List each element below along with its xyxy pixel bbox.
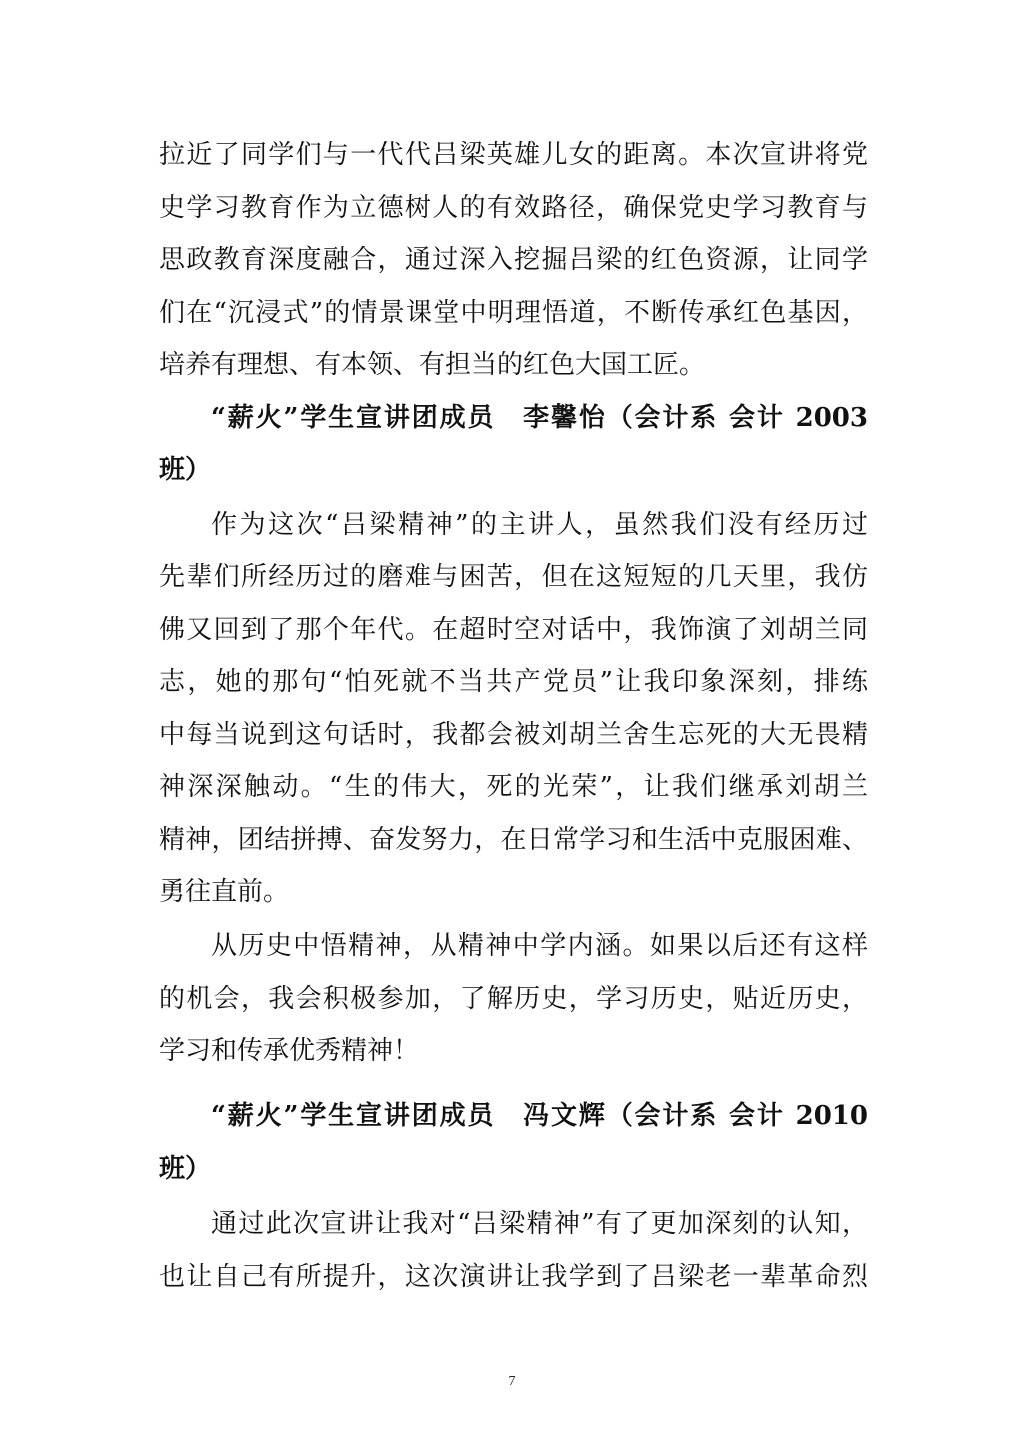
paragraph-line: 精神，团结拼搏、奋发努力，在日常学习和生活中克服困难、 xyxy=(159,825,868,855)
section-heading: “薪火”学生宣讲团成员 冯文辉（会计系 会计 2010 xyxy=(211,1101,868,1131)
section-heading: “薪火”学生宣讲团成员 李馨怡（会计系 会计 2003 xyxy=(211,403,868,433)
paragraph-line: 志，她的那句“怕死就不当共产党员”让我印象深刻，排练 xyxy=(159,667,868,697)
paragraph-line: 佛又回到了那个年代。在超时空对话中，我饰演了刘胡兰同 xyxy=(159,615,868,645)
paragraph-line: 史学习教育作为立德树人的有效路径，确保党史学习教育与 xyxy=(159,193,868,223)
paragraph-line: 们在“沉浸式”的情景课堂中明理悟道，不断传承红色基因， xyxy=(159,298,868,328)
paragraph-line: 先辈们所经历过的磨难与困苦，但在这短短的几天里，我仿 xyxy=(159,562,868,592)
section-heading-continuation: 班） xyxy=(159,455,212,485)
paragraph-line: 中每当说到这句话时，我都会被刘胡兰舍生忘死的大无畏精 xyxy=(159,720,868,750)
paragraph-line: 也让自己有所提升，这次演讲让我学到了吕梁老一辈革命烈 xyxy=(159,1262,868,1292)
section-heading-continuation: 班） xyxy=(159,1154,212,1184)
paragraph-line: 拉近了同学们与一代代吕梁英雄儿女的距离。本次宣讲将党 xyxy=(159,140,868,170)
paragraph-line: 勇往直前。 xyxy=(159,877,290,907)
paragraph-line: 通过此次宣讲让我对“吕梁精神”有了更加深刻的认知， xyxy=(211,1209,868,1239)
paragraph-line: 思政教育深度融合，通过深入挖掘吕梁的红色资源，让同学 xyxy=(159,245,868,275)
paragraph-line: 学习和传承优秀精神！ xyxy=(159,1036,420,1066)
paragraph-line: 培养有理想、有本领、有担当的红色大国工匠。 xyxy=(159,350,706,380)
paragraph-line: 的机会，我会积极参加，了解历史，学习历史，贴近历史， xyxy=(159,984,868,1014)
page-number: 7 xyxy=(508,1374,516,1389)
paragraph-line: 神深深触动。“生的伟大，死的光荣”，让我们继承刘胡兰 xyxy=(159,772,868,802)
paragraph-line: 作为这次“吕梁精神”的主讲人，虽然我们没有经历过 xyxy=(211,510,868,540)
paragraph-line: 从历史中悟精神，从精神中学内涵。如果以后还有这样 xyxy=(211,931,868,961)
